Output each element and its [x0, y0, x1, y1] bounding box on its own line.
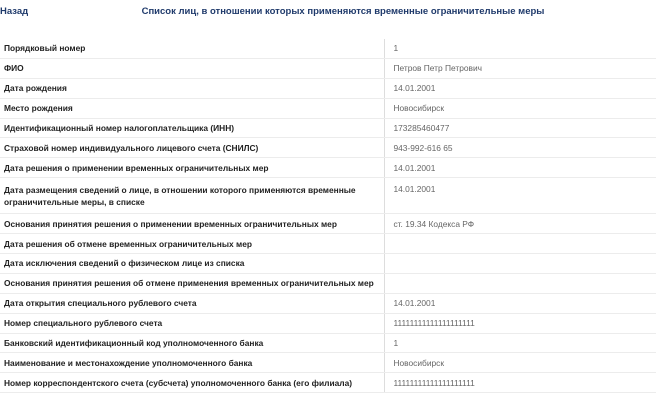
- field-value: 11111111111111111111: [385, 313, 656, 333]
- table-row: [0, 353, 656, 373]
- table-row: [0, 313, 656, 333]
- table-row: [0, 39, 656, 58]
- table-row: [0, 178, 656, 214]
- field-value: Новосибирск: [385, 353, 656, 373]
- table-row: [0, 273, 656, 293]
- field-value: Новосибирск: [385, 98, 656, 118]
- table-row: [0, 214, 656, 234]
- field-label: ФИО: [0, 58, 385, 78]
- field-label: Дата решения об отмене временных ограничительных мер: [0, 234, 385, 254]
- table-row: [0, 78, 656, 98]
- field-value: 11111111111111111111: [385, 373, 656, 393]
- field-label: Дата размещения сведений о лице, в отношении которого применяются временные ограничительные меры, в списке: [0, 178, 385, 214]
- table-row: [0, 373, 656, 393]
- field-value: 943-992-616 65: [385, 138, 656, 158]
- field-value: [385, 254, 656, 274]
- field-value: 173285460477: [385, 118, 656, 138]
- field-value: 1: [385, 333, 656, 353]
- details-table: [0, 39, 656, 393]
- field-value: [385, 234, 656, 254]
- field-label: Основания принятия решения об отмене применения временных ограничительных мер: [0, 273, 385, 293]
- field-value: [385, 273, 656, 293]
- field-label: Дата исключения сведений о физическом лице из списка: [0, 254, 385, 274]
- field-value: 14.01.2001: [385, 158, 656, 178]
- table-row: [0, 118, 656, 138]
- field-label: Наименование и местонахождение уполномоченного банка: [0, 353, 385, 373]
- field-label: Дата рождения: [0, 78, 385, 98]
- field-label: Место рождения: [0, 98, 385, 118]
- field-label: Основания принятия решения о применении временных ограничительных мер: [0, 214, 385, 234]
- field-label: Страховой номер индивидуального лицевого счета (СНИЛС): [0, 138, 385, 158]
- table-row: [0, 158, 656, 178]
- table-row: [0, 98, 656, 118]
- table-row: [0, 138, 656, 158]
- field-value: Петров Петр Петрович: [385, 58, 656, 78]
- table-row: [0, 293, 656, 313]
- table-row: [0, 234, 656, 254]
- field-label: Дата решения о применении временных ограничительных мер: [0, 158, 385, 178]
- field-label: Банковский идентификационный код уполномоченного банка: [0, 333, 385, 353]
- page-header: [0, 0, 656, 30]
- field-label: Дата открытия специального рублевого счета: [0, 293, 385, 313]
- field-label: Порядковый номер: [0, 39, 385, 58]
- field-value: 1: [385, 39, 656, 58]
- page-title: Список лиц, в отношении которых применяются временные ограничительные меры: [141, 6, 545, 17]
- field-value: 14.01.2001: [385, 78, 656, 98]
- table-row: [0, 58, 656, 78]
- field-value: 14.01.2001: [385, 178, 656, 214]
- field-label: Идентификационный номер налогоплательщика (ИНН): [0, 118, 385, 138]
- table-row: [0, 333, 656, 353]
- field-label: Номер корреспондентского счета (субсчета) уполномоченного банка (его филиала): [0, 373, 385, 393]
- field-label: Номер специального рублевого счета: [0, 313, 385, 333]
- field-value: ст. 19.34 Кодекса РФ: [385, 214, 656, 234]
- field-value: 14.01.2001: [385, 293, 656, 313]
- table-row: [0, 254, 656, 274]
- back-link[interactable]: Назад: [0, 6, 29, 17]
